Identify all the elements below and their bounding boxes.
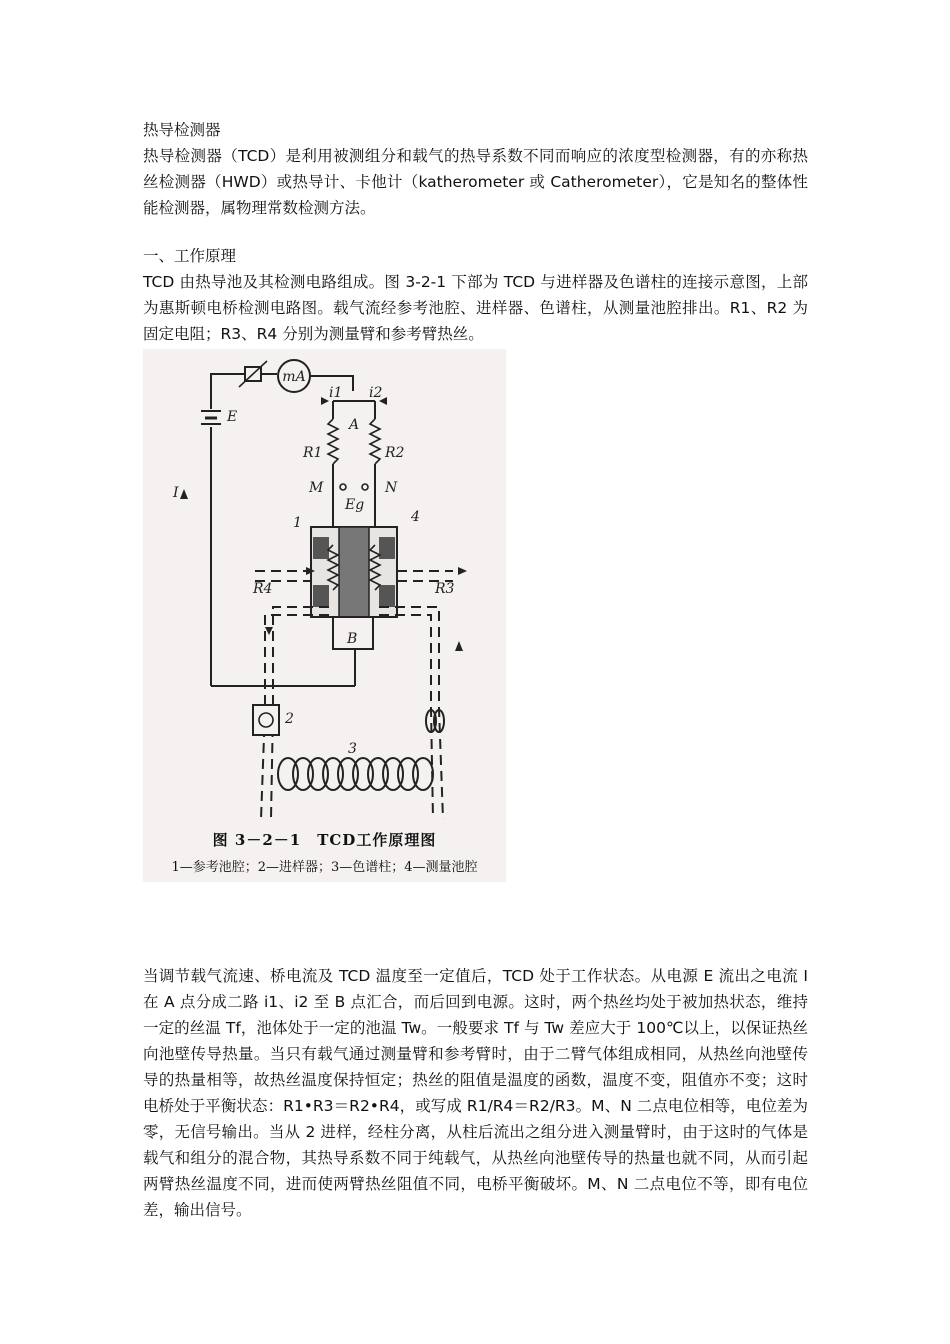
label-2: 2: [285, 711, 294, 727]
label-R4: R4: [253, 581, 273, 597]
label-R2: R2: [385, 445, 405, 461]
label-E: E: [227, 409, 238, 425]
label-N: N: [385, 480, 398, 496]
label-A: A: [349, 417, 360, 433]
tcd-circuit-diagram: [143, 349, 506, 882]
label-B: B: [347, 631, 358, 647]
label-I: I: [173, 485, 179, 501]
label-M: M: [309, 480, 324, 496]
label-Eg: Eg: [345, 497, 365, 513]
label-R3: R3: [435, 581, 455, 597]
label-R1: R1: [303, 445, 323, 461]
label-3: 3: [348, 741, 357, 757]
figure-caption: 图 3－2－1 TCD工作原理图: [212, 831, 437, 849]
tcd-principle-figure: [143, 349, 506, 882]
label-1: 1: [293, 515, 302, 531]
label-i1: i1: [329, 385, 343, 401]
principle-paragraph-1: TCD 由热导池及其检测电路组成。图 3-2-1 下部为 TCD 与进样器及色谱柱的连接示意图，上部为惠斯顿电桥检测电路图。载气流经参考池腔、进样器、色谱柱，从测量池腔排出。R1、R2 为固定电阻；R3、R4 分别为测量臂和参考臂热丝。: [143, 273, 808, 343]
principle-paragraph-2: 当调节载气流速、桥电流及 TCD 温度至一定值后，TCD 处于工作状态。从电源 E 流出之电流 I 在 A 点分成二路 i1、i2 至 B 点汇合，而后回到电源。这时，两个热丝均处于被加热状态，维持一定的丝温 Tf，池体处于一定的池温 Tw。一般要求 Tf 与 Tw 差应大于 100℃以上，以保证热丝向池壁传导热量。当只有载气通过测量臂和参考臂时，由于二臂气体组成相同，从热丝向池壁传导的热量相等，故热丝温度保持恒定；热丝的阻值是温度的函数，温度不变，阻值亦不变；这时电桥处于平衡状态：R1•R3＝R2•R4，或写成 R1/R4＝R2/R3。M、N 二点电位相等，电位差为零，无信号输出。当从 2 进样，经柱分离，从柱后流出之组分进入测量臂时，由于这时的气体是载气和组分的混合物，其热导系数不同于纯载气，从热丝向池壁传导的热量也就不同，从而引起两臂热丝温度不同，进而使两臂热丝阻值不同，电桥平衡破坏。M、N 二点电位不等，即有电位差，输出信号。: [143, 967, 808, 1219]
injector-icon: [253, 705, 279, 735]
page-title: 热导检测器: [143, 121, 221, 139]
intro-paragraph: 热导检测器（TCD）是利用被测组分和载气的热导系数不同而响应的浓度型检测器，有的亦称热丝检测器（HWD）或热导计、卡他计（katherometer 或 Catherometer），它是知名的整体性能检测器，属物理常数检测方法。: [143, 147, 808, 217]
label-4: 4: [411, 509, 420, 525]
label-i2: i2: [369, 385, 383, 401]
meter-label: mA: [282, 369, 306, 385]
figure-legend: 1—参考池腔；2—进样器；3—色谱柱；4—测量池腔: [171, 860, 478, 875]
section-heading: 一、工作原理: [143, 247, 237, 265]
column-coil-icon: [278, 710, 444, 790]
